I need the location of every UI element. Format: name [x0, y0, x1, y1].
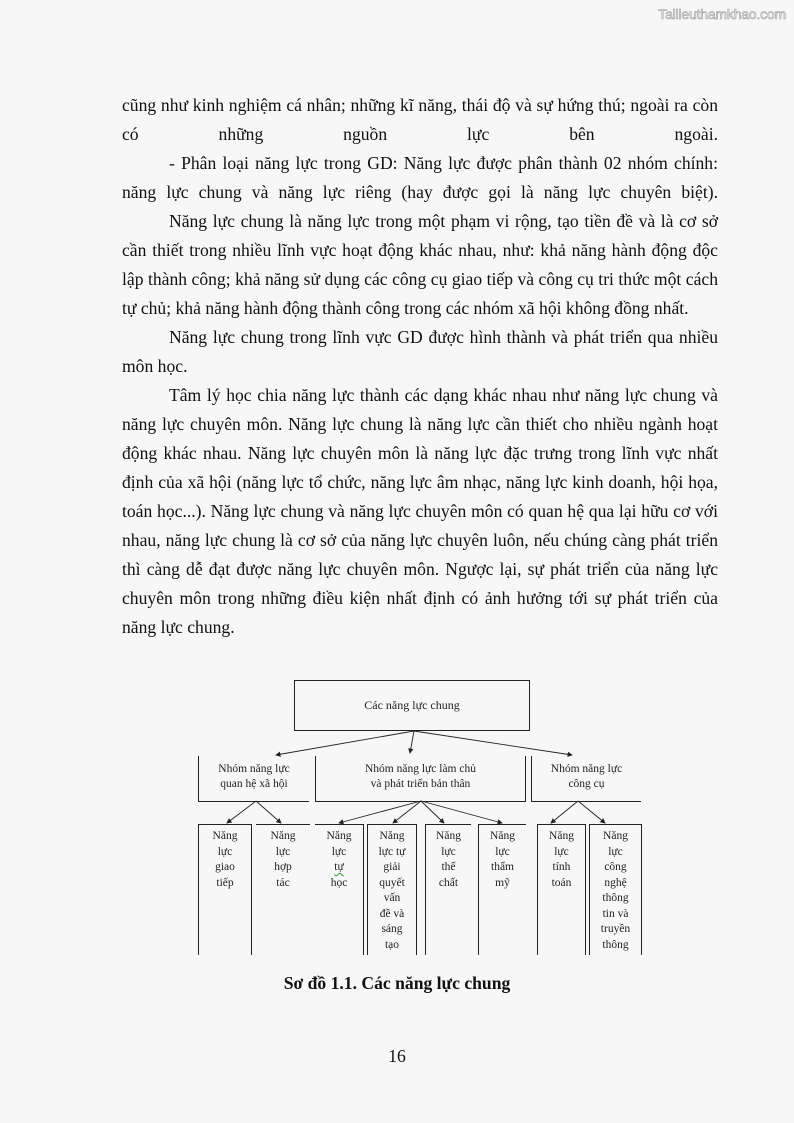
leaf-node-self-study	[315, 824, 364, 955]
leaf-line: giao	[215, 861, 235, 873]
paragraph-5: Tâm lý học chia năng lực thành các dạng khác nhau như năng lực chung và năng lực chuyên môn. Năng lực chung là năng lực cần thiết cho nhiều ngành hoạt động khác nhau. Năng lực chuyên môn là năng lực đặc trưng trong lĩnh vực nhất định của xã hội (năng lực tổ chức, năng lực âm nhạc, năng lực kinh doanh, hội họa, toán học...). Năng lực chung và năng lực chuyên môn có quan hệ qua lại hữu cơ với nhau, năng lực chung là cơ sở của năng lực chuyên luôn, nếu chúng càng phát triển thì càng dễ đạt được năng lực chuyên môn. Ngược lại, sự phát triển của năng lực chuyên môn trong những điều kiện nhất định có ảnh hưởng tới sự phát triển của năng lực chung.	[122, 385, 718, 637]
leaf-line: lực	[217, 845, 233, 858]
group-node-tools	[531, 756, 641, 802]
leaf-line: Năng	[490, 830, 515, 842]
watermark: Tailieuthamkhao.com	[658, 6, 786, 22]
leaf-line: lực	[331, 845, 347, 858]
paragraph-3: Năng lực chung là năng lực trong một phạm vi rộng, tạo tiền đề và là cơ sở cần thiết trong nhiều lĩnh vực hoạt động khác nhau, như: khả năng hành động độc lập thành công; khả năng sử dụng các công cụ giao tiếp và công cụ tri thức một cách tự chủ; khả năng hành động thành công trong các nhóm xã hội không đồng nhất.	[122, 211, 718, 318]
leaf-line: hợp	[274, 861, 292, 873]
leaf-line: chất	[438, 876, 459, 889]
leaf-line: mỹ	[495, 876, 510, 889]
root-label: Các năng lực chung	[364, 698, 460, 712]
leaf-line: nghệ	[604, 876, 627, 889]
leaf-line: đề và	[379, 907, 405, 920]
leaf-line: công	[604, 861, 627, 873]
group-node-social	[198, 756, 309, 802]
leaf-line: lực	[441, 845, 456, 858]
leaf-line: Năng	[379, 830, 405, 842]
group-label-line2: và phát triển bản thân	[370, 778, 471, 790]
leaf-node-ict	[589, 824, 642, 955]
leaf-line: truyền	[600, 923, 631, 935]
leaf-line: Năng	[549, 830, 574, 842]
leaf-node-physical	[425, 824, 471, 955]
leaf-line: tin và	[602, 907, 629, 920]
leaf-line: tính	[552, 861, 571, 873]
paragraph-1: cũng như kinh nghiệm cá nhân; những kĩ năng, thái độ và sự hứng thú; ngoài ra còn có những nguồn lực bên ngoài.	[122, 95, 718, 144]
leaf-line: toán	[551, 876, 572, 889]
group-label-line1: Nhóm năng lực làm chủ	[365, 763, 476, 775]
leaf-line: lực	[554, 845, 569, 858]
leaf-line: lực	[495, 845, 510, 858]
paragraph-4: Năng lực chung trong lĩnh vực GD được hình thành và phát triển qua nhiều môn học.	[122, 327, 718, 376]
leaf-line: tạo	[384, 938, 400, 951]
leaf-line: học	[330, 876, 348, 889]
leaf-node-problem-solving	[367, 824, 417, 955]
leaf-line: Năng	[326, 830, 352, 842]
leaf-line: tác	[276, 876, 290, 889]
leaf-line: thông	[602, 938, 629, 951]
group-label-line1: Nhóm năng lực	[550, 763, 623, 775]
paragraph-2: - Phân loại năng lực trong GD: Năng lực được phân thành 02 nhóm chính: năng lực chung và năng lực riêng (hay được gọi là năng lực chuyên biệt).	[122, 153, 718, 202]
group-node-self-development	[315, 756, 526, 802]
leaf-line: tiếp	[216, 876, 234, 889]
leaf-line: Năng	[212, 830, 238, 842]
group-label-line2: công cụ	[568, 778, 605, 790]
page-number: 16	[388, 1046, 406, 1066]
group-label-line1: Nhóm năng lực	[218, 763, 290, 775]
leaf-line: thông	[602, 892, 629, 904]
leaf-node-aesthetic	[478, 824, 526, 955]
leaf-line: thẩm	[491, 861, 514, 873]
leaf-line: lực tự	[378, 845, 406, 858]
diagram-root-node	[294, 680, 530, 731]
body-text	[122, 91, 718, 642]
leaf-node-cooperation	[256, 824, 310, 955]
leaf-line: vấn	[383, 892, 401, 904]
figure-caption: Sơ đồ 1.1. Các năng lực chung	[283, 973, 511, 993]
leaf-line: lực	[608, 845, 623, 858]
leaf-line: Năng	[436, 830, 461, 842]
leaf-line: lực	[275, 845, 291, 858]
leaf-line: Năng	[603, 830, 628, 842]
leaf-line: thể	[441, 861, 456, 873]
leaf-line: quyết	[379, 876, 405, 889]
leaf-node-numeracy	[537, 824, 586, 955]
group-label-line2: quan hệ xã hội	[220, 778, 288, 790]
leaf-line: sáng	[381, 923, 403, 935]
leaf-line: Năng	[270, 830, 296, 842]
leaf-line: giải	[383, 861, 401, 873]
leaf-node-communication	[198, 824, 252, 955]
leaf-line: tự	[334, 861, 344, 873]
